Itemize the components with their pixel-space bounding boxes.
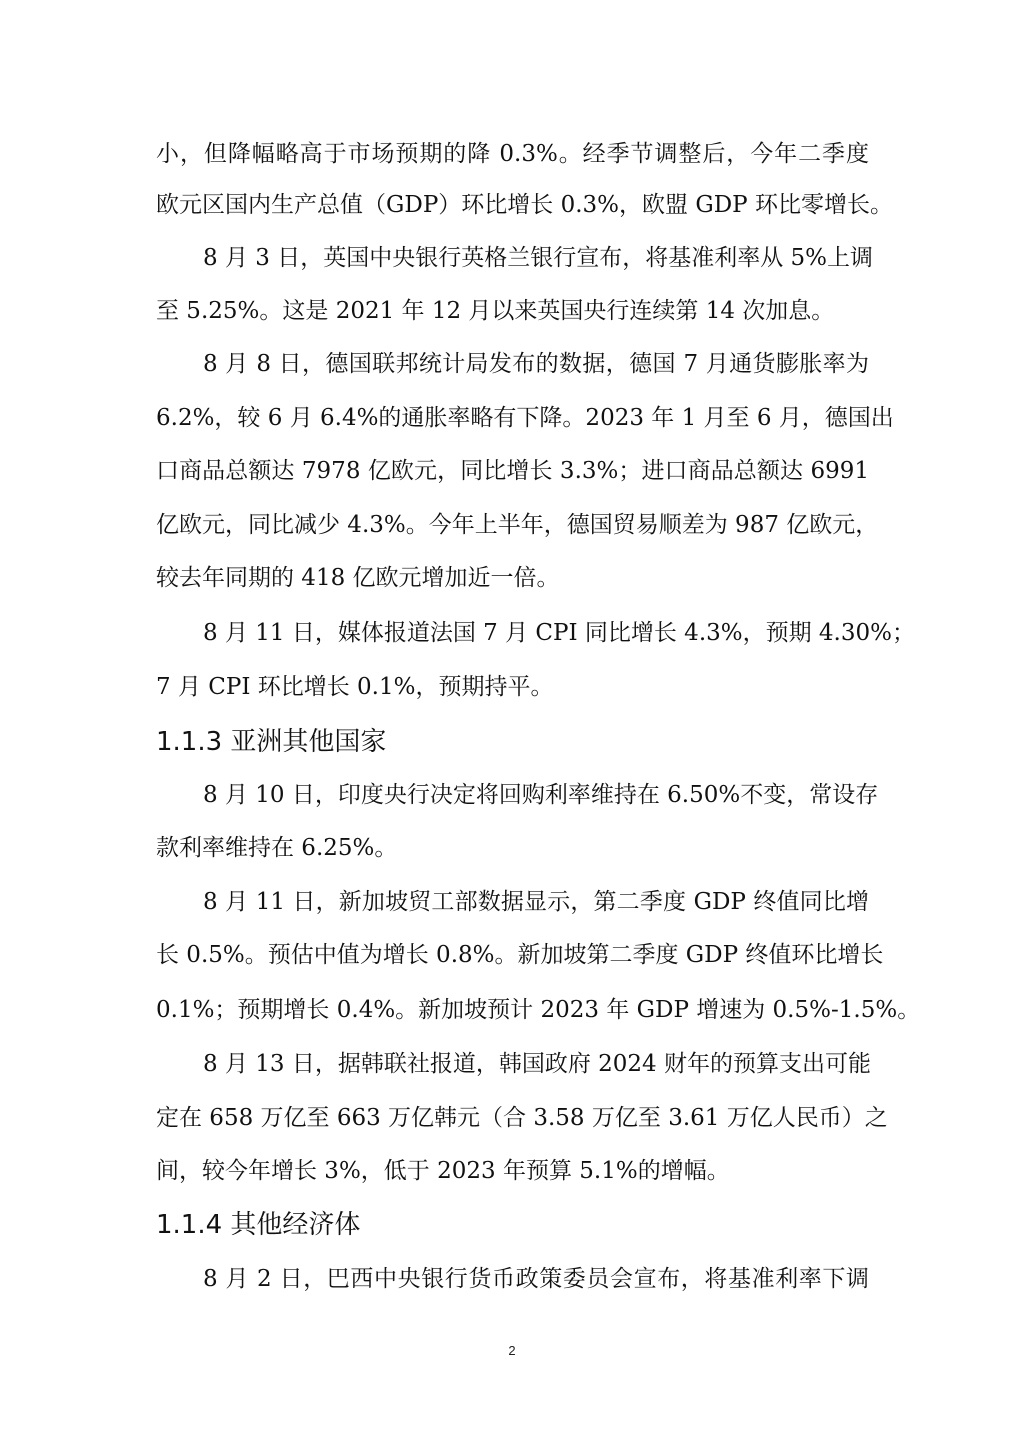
- text-line: 8 月 8 日，德国联邦统计局发布的数据，德国 7 月通货膨胀率为: [203, 351, 869, 377]
- text-line: 0.1%；预期增长 0.4%。新加坡预计 2023 年 GDP 增速为 0.5%-1.5%。: [156, 997, 921, 1023]
- text-line: 口商品总额达 7978 亿欧元，同比增长 3.3%；进口商品总额达 6991: [156, 458, 869, 484]
- text-line: 8 月 13 日，据韩联社报道，韩国政府 2024 财年的预算支出可能: [203, 1051, 871, 1077]
- text-line: 亿欧元，同比减少 4.3%。今年上半年，德国贸易顺差为 987 亿欧元，: [156, 512, 879, 538]
- text-line: 8 月 10 日，印度央行决定将回购利率维持在 6.50%不变，常设存: [203, 782, 879, 808]
- text-line: 较去年同期的 418 亿欧元增加近一倍。: [156, 565, 560, 591]
- section-heading: 1.1.3 亚洲其他国家: [156, 727, 387, 757]
- text-line: 间，较今年增长 3%，低于 2023 年预算 5.1%的增幅。: [156, 1158, 730, 1184]
- text-line: 8 月 2 日，巴西中央银行货币政策委员会宣布，将基准利率下调: [203, 1266, 869, 1292]
- text-line: 6.2%，较 6 月 6.4%的通胀率略有下降。2023 年 1 月至 6 月，德国出: [156, 405, 894, 431]
- section-heading: 1.1.4 其他经济体: [156, 1210, 361, 1240]
- text-line: 欧元区国内生产总值（GDP）环比增长 0.3%，欧盟 GDP 环比零增长。: [156, 192, 893, 218]
- text-line: 至 5.25%。这是 2021 年 12 月以来英国央行连续第 14 次加息。: [156, 298, 835, 324]
- text-line: 8 月 11 日，新加坡贸工部数据显示，第二季度 GDP 终值同比增: [203, 889, 869, 915]
- text-line: 款利率维持在 6.25%。: [156, 835, 398, 861]
- text-line: 7 月 CPI 环比增长 0.1%，预期持平。: [156, 674, 554, 700]
- text-line: 定在 658 万亿至 663 万亿韩元（合 3.58 万亿至 3.61 万亿人民币）之: [156, 1105, 888, 1131]
- text-line: 小，但降幅略高于市场预期的降 0.3%。经季节调整后，今年二季度: [156, 141, 869, 167]
- page-number: 2: [508, 1343, 516, 1358]
- text-line: 8 月 11 日，媒体报道法国 7 月 CPI 同比增长 4.3%，预期 4.30%；: [203, 620, 915, 646]
- text-line: 8 月 3 日，英国中央银行英格兰银行宣布，将基准利率从 5%上调: [203, 245, 873, 271]
- text-line: 长 0.5%。预估中值为增长 0.8%。新加坡第二季度 GDP 终值环比增长: [156, 942, 884, 968]
